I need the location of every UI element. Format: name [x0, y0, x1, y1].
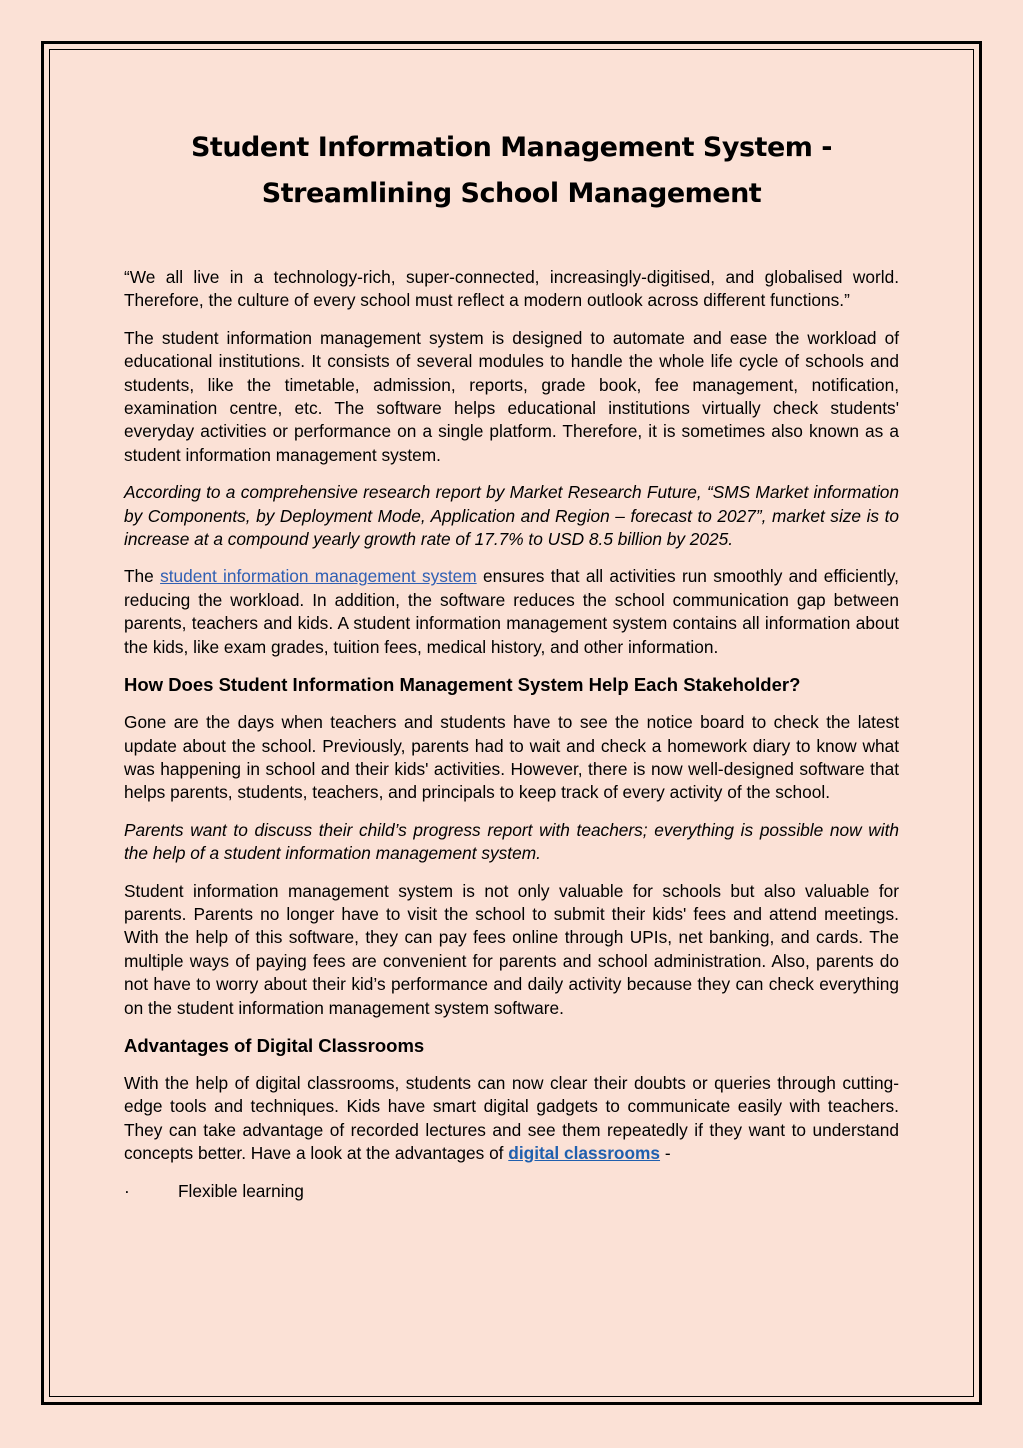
sims-paragraph [124, 565, 899, 659]
digital-paragraph-text-start: With the help of digital classrooms, students can now clear their doubts or queries through cutting-edge tools and techniques. Kids have smart digital gadgets to communicate easily with teachers. They can take advantage of recorded lectures and see them repeatedly if they want to understand concepts better. Have a look at the advantages of [124, 1072, 899, 1164]
sims-paragraph-text-end: ensures that all activities run smoothly and efficiently, reducing the workload. In addition, the software reduces the school communication gap between parents, teachers and kids. A student information management system contains all information about the kids, like exam grades, tuition fees, medical history, and other information. [124, 566, 899, 657]
list-item-label: Flexible learning [178, 1180, 304, 1201]
parents-paragraph: Student information management system is not only valuable for schools but also valuable for parents. Parents no longer have to visit the school to submit their kids' fees and attend meetings. With the help of this software, they can pay fees online through UPIs, net banking, and cards. The multiple ways of paying fees are convenient for parents and school administration. Also, parents do not have to worry about their kid’s performance and daily activity because they can check everything on the student information management system software. [124, 880, 899, 1018]
list-item [124, 1180, 899, 1203]
research-paragraph: According to a comprehensive research report by Market Research Future, “SMS Market information by Components, by Deployment Mode, Application and Region – forecast to 2027”, market size is to increase at a compound yearly growth rate of 17.7% to USD 8.5 billion by 2025. [124, 482, 899, 550]
stakeholder-paragraph: Gone are the days when teachers and students have to see the notice board to check the latest update about the school. Previously, parents had to wait and check a homework diary to know what was happening in school and their kids' activities. However, there is now well-designed software that helps parents, students, teachers, and principals to keep track of every activity of the school. [124, 712, 899, 803]
parents-italic-paragraph: Parents want to discuss their child’s progress report with teachers; everything is possible now with the help of a student information management system. [124, 819, 899, 864]
sims-paragraph-text-start: The [124, 566, 161, 587]
digital-classrooms-paragraph [124, 1072, 899, 1166]
document-body [124, 266, 899, 1203]
intro-paragraph: The student information management system is designed to automate and ease the workload of educational institutions. It consists of several modules to handle the whole life cycle of schools and students, like the timetable, admission, reports, grade book, fee management, notification, examination centre, etc. The software helps educational institutions virtually check students' everyday activities or performance on a single platform. Therefore, it is sometimes also known as a student information management system. [124, 327, 899, 465]
title-line-2: Streamlining School Management [261, 178, 762, 209]
digital-classrooms-link[interactable]: digital classrooms [508, 1143, 661, 1164]
sims-link[interactable]: student information management system [160, 566, 477, 587]
digital-classrooms-heading: Advantages of Digital Classrooms [124, 1034, 425, 1056]
stakeholder-heading: How Does Student Information Management System Help Each Stakeholder? [124, 674, 801, 696]
title-line-1: Student Information Management System - [190, 132, 833, 163]
quote-paragraph: “We all live in a technology-rich, super-connected, increasingly-digitised, and globalised world. Therefore, the culture of every school must reflect a modern outlook across different functions.” [124, 267, 899, 311]
bullet-icon: · [124, 1180, 130, 1201]
document-title [0, 125, 1023, 217]
digital-paragraph-text-end: - [660, 1143, 671, 1164]
